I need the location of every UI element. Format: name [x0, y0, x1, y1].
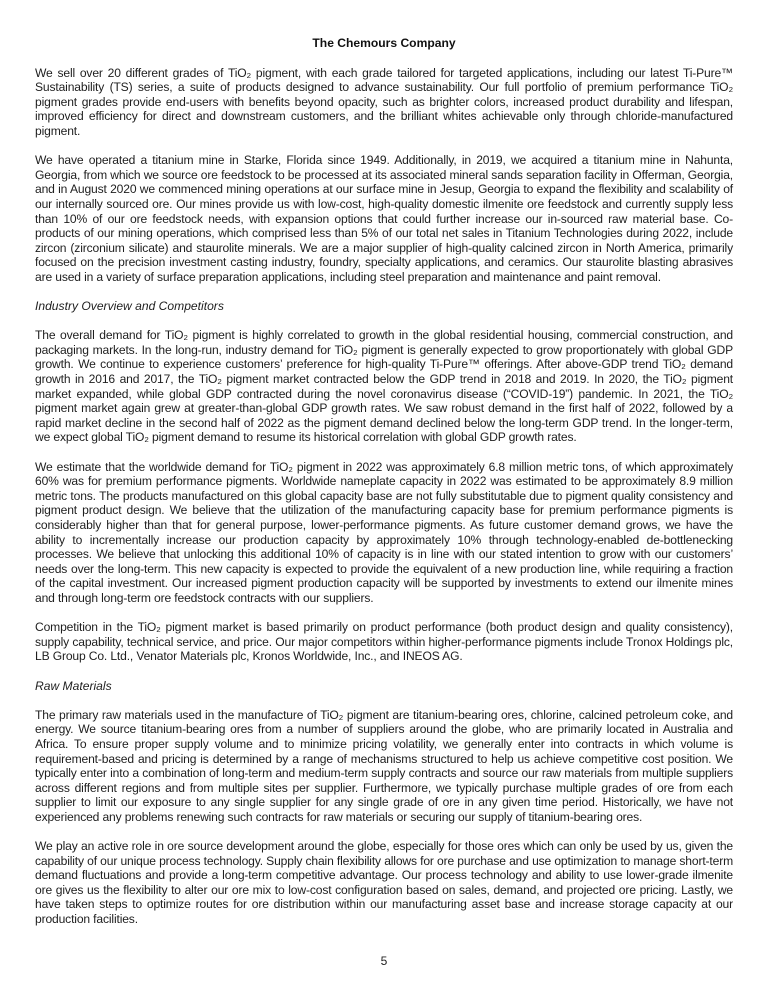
section-heading-raw-materials: Raw Materials — [35, 678, 112, 693]
paragraph-demand-overview: The overall demand for TiO₂ pigment is highly correlated to growth in the global residential housing, commercial construction, and packaging markets. In the long-run, industry demand for TiO₂ pigment is generally expected to grow proportionately with global GDP growth. We continue to experience customers’ preference for high-quality Ti-Pure™ offerings. After above-GDP trend TiO₂ demand growth in 2016 and 2017, the TiO₂ pigment market contracted below the GDP trend in 2018 and 2019. In 2020, the TiO₂ pigment market expanded, while global GDP contracted during the novel coronavirus disease (“COVID-19”) pandemic. In 2021, the TiO₂ pigment market again grew at greater-than-global GDP growth rates. We saw robust demand in the first half of 2022, followed by a rapid market decline in the second half of 2022 as the pigment demand declined below the long-term GDP trend. In the longer-term, we expect global TiO₂ pigment demand to resume its historical correlation with global GDP growth rates. — [35, 328, 733, 445]
paragraph-competition: Competition in the TiO₂ pigment market is based primarily on product performance (both product design and quality consistency), supply capability, technical service, and price. Our major competitors within higher-performance pigments include Tronox Holdings plc, LB Group Co. Ltd., Venator Materials plc, Kronos Worldwide, Inc., and INEOS AG. — [35, 620, 733, 664]
paragraph-tio2-grades: We sell over 20 different grades of TiO₂ pigment, with each grade tailored for targeted applications, including our latest Ti-Pure™ Sustainability (TS) series, a suite of products designed to advance sustainability. Our full portfolio of premium performance TiO₂ pigment grades provide end-users with benefits beyond opacity, such as brighter colors, increased product durability and lifespan, improved efficiency for direct and downstream customers, and the brilliant whites achievable only through chloride-manufactured pigment. — [35, 65, 733, 138]
section-heading-industry-overview: Industry Overview and Competitors — [35, 299, 224, 314]
document-title: The Chemours Company — [312, 36, 456, 50]
paragraph-worldwide-demand: We estimate that the worldwide demand for TiO₂ pigment in 2022 was approximately 6.8 million metric tons, of which approximately 60% was for premium performance pigments. Worldwide nameplate capacity in 2022 was estimated to be approximately 8.9 million metric tons. The products manufactured on this global capacity base are not fully substitutable due to pigment quality consistency and pigment product design. We believe that the utilization of the manufacturing capacity base for premium performance pigments is considerably higher than that for general purpose, lower-performance pigments. As future customer demand grows, we have the ability to incrementally increase our production capacity by approximately 10% through technology-enabled de-bottlenecking processes. We believe that unlocking this additional 10% of capacity is in line with our stated intention to grow with our customers’ needs over the long-term. This new capacity is expected to provide the equivalent of a new production line, while requiring a fraction of the capital investment. Our increased pigment production capacity will be supported by investments to extend our ilmenite mines and through long-term ore feedstock contracts with our suppliers. — [35, 459, 733, 605]
paragraph-raw-materials: The primary raw materials used in the manufacture of TiO₂ pigment are titanium-bearing ores, chlorine, calcined petroleum coke, and energy. We source titanium-bearing ores from a number of suppliers around the globe, who are primarily located in Australia and Africa. To ensure proper supply volume and to minimize pricing volatility, we generally enter into contracts in which volume is requirement-based and pricing is determined by a range of mechanisms structured to help us achieve competitive cost position. We typically enter into a combination of long-term and medium-term supply contracts and source our raw materials from multiple suppliers across different regions and from multiple sites per supplier. Furthermore, we typically purchase multiple grades of ore from each supplier to limit our exposure to any single supplier for any single grade of ore in any given time period. Historically, we have not experienced any problems renewing such contracts for raw materials or securing our supply of titanium-bearing ores. — [35, 707, 733, 824]
page-number: 5 — [380, 954, 388, 968]
paragraph-titanium-mines: We have operated a titanium mine in Starke, Florida since 1949. Additionally, in 2019, we acquired a titanium mine in Nahunta, Georgia, from which we source ore feedstock to be processed at its associated mineral sands separation facility in Offerman, Georgia, and in August 2020 we commenced mining operations at our surface mine in Jesup, Georgia to expand the flexibility and scalability of our internally sourced ore. Our mines provide us with low-cost, high-quality domestic ilmenite ore feedstock and currently supply less than 10% of our ore feedstock needs, with expansion options that could further increase our in-sourced raw material base. Co-products of our mining operations, which comprised less than 5% of our total net sales in Titanium Technologies during 2022, include zircon (zirconium silicate) and staurolite minerals. We are a major supplier of high-quality calcined zircon in North America, primarily focused on the precision investment casting industry, foundry, specialty applications, and ceramics. Our staurolite blasting abrasives are used in a variety of surface preparation applications, including steel preparation and maintenance and paint removal. — [35, 153, 733, 284]
document-page — [35, 0, 733, 941]
paragraph-ore-source-development: We play an active role in ore source development around the globe, especially for those ores which can only be used by us, given the capability of our unique process technology. Supply chain flexibility allows for ore purchase and use optimization to manage short-term demand fluctuations and provide a long-term competitive advantage. Our process technology and ability to use lower-grade ilmenite ore gives us the flexibility to alter our ore mix to low-cost configuration based on sales, demand, and projected ore pricing. Lastly, we have taken steps to optimize routes for ore distribution within our manufacturing asset base and increase storage capacity at our production facilities. — [35, 839, 733, 927]
